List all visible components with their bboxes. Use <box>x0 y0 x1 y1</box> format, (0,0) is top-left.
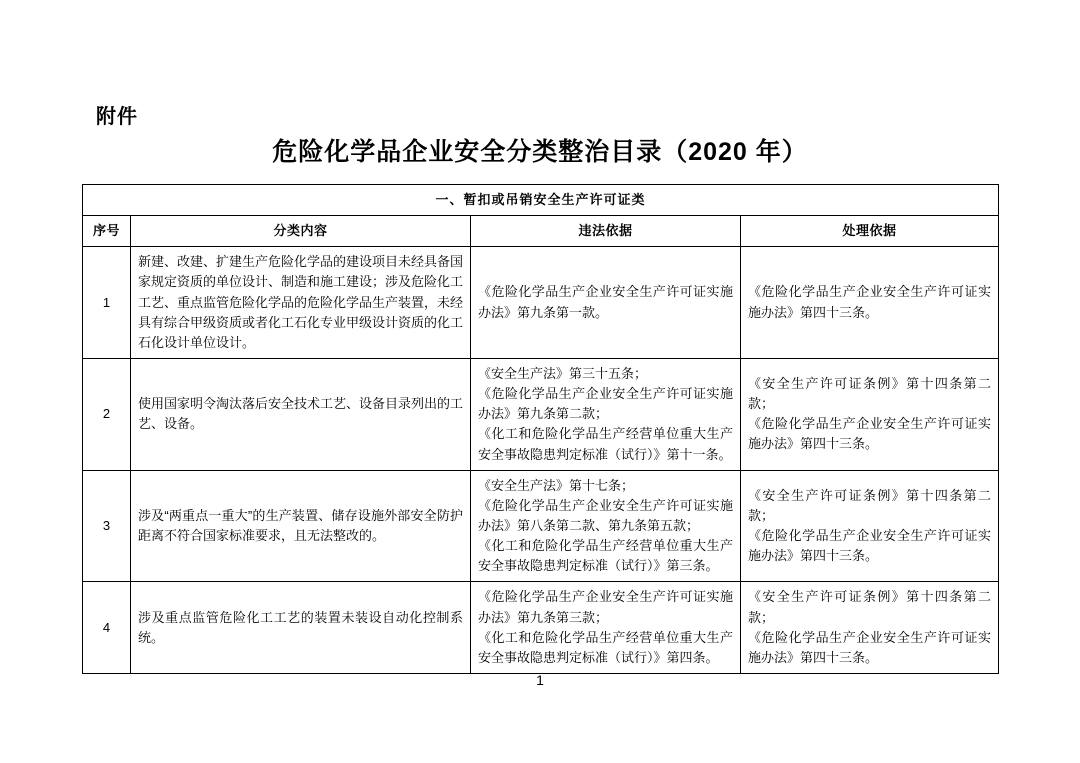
table-row <box>83 247 999 359</box>
page-title: 危险化学品企业安全分类整治目录（2020 年） <box>272 138 808 166</box>
row-penalty: 《危险化学品生产企业安全生产许可证实施办法》第四十三条。 <box>741 247 999 359</box>
row-content: 涉及“两重点一重大”的生产装置、储存设施外部安全防护距离不符合国家标准要求，且无法整改的。 <box>131 470 471 582</box>
row-violation: 《安全生产法》第十七条； 《危险化学品生产企业安全生产许可证实施办法》第八条第二款、第九条第五款； 《化工和危险化学品生产经营单位重大生产安全事故隐患判定标准（试行）》第三条。 <box>471 470 741 582</box>
row-index: 4 <box>83 582 131 674</box>
table-header-row <box>83 216 999 247</box>
table-row <box>83 358 999 470</box>
page-number: 1 <box>536 672 544 688</box>
column-header-penalty: 处理依据 <box>741 216 999 247</box>
table-row <box>83 470 999 582</box>
row-index: 3 <box>83 470 131 582</box>
row-penalty: 《安全生产许可证条例》第十四条第二款； 《危险化学品生产企业安全生产许可证实施办法》第四十三条。 <box>741 470 999 582</box>
row-index: 1 <box>83 247 131 359</box>
row-content: 涉及重点监管危险化工工艺的装置未装设自动化控制系统。 <box>131 582 471 674</box>
table-row <box>83 582 999 674</box>
row-content: 新建、改建、扩建生产危险化学品的建设项目未经具备国家规定资质的单位设计、制造和施工建设；涉及危险化工工艺、重点监管危险化学品的危险化学品生产装置，未经具有综合甲级资质或者化工石化专业甲级设计资质的化工石化设计单位设计。 <box>131 247 471 359</box>
section-title: 一、暂扣或吊销安全生产许可证类 <box>83 185 999 216</box>
row-penalty: 《安全生产许可证条例》第十四条第二款； 《危险化学品生产企业安全生产许可证实施办法》第四十三条。 <box>741 358 999 470</box>
column-header-index: 序号 <box>83 216 131 247</box>
row-content: 使用国家明令淘汰落后安全技术工艺、设备目录列出的工艺、设备。 <box>131 358 471 470</box>
table-section-header-row <box>83 185 999 216</box>
column-header-violation: 违法依据 <box>471 216 741 247</box>
attachment-label: 附件 <box>96 106 138 128</box>
row-violation: 《安全生产法》第三十五条； 《危险化学品生产企业安全生产许可证实施办法》第九条第二款； 《化工和危险化学品生产经营单位重大生产安全事故隐患判定标准（试行）》第十一条。 <box>471 358 741 470</box>
row-index: 2 <box>83 358 131 470</box>
column-header-content: 分类内容 <box>131 216 471 247</box>
row-violation: 《危险化学品生产企业安全生产许可证实施办法》第九条第一款。 <box>471 247 741 359</box>
classification-table <box>82 184 999 674</box>
row-penalty: 《安全生产许可证条例》第十四条第二款； 《危险化学品生产企业安全生产许可证实施办法》第四十三条。 <box>741 582 999 674</box>
row-violation: 《危险化学品生产企业安全生产许可证实施办法》第九条第三款； 《化工和危险化学品生产经营单位重大生产安全事故隐患判定标准（试行）》第四条。 <box>471 582 741 674</box>
